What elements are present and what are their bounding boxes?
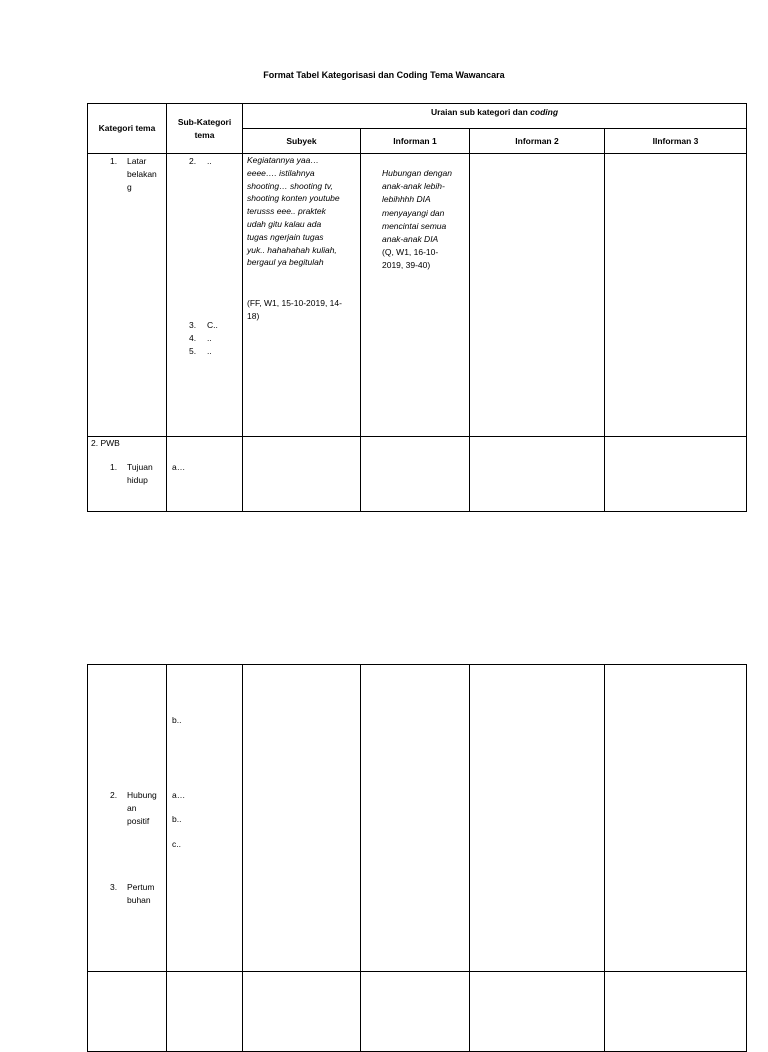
cell-sub-kategori: [167, 154, 243, 437]
coding-table: [87, 103, 747, 512]
cell-informan-3: [605, 154, 747, 437]
list-item: 4. ..: [189, 333, 212, 343]
cell-empty: [605, 665, 747, 972]
item-3-label: Pertum buhan: [127, 882, 155, 905]
cell-empty: [88, 972, 167, 1052]
cell-empty: [605, 437, 747, 512]
list-item: 3. C..: [189, 320, 218, 330]
item-3-num: 3.: [110, 882, 118, 892]
cell-empty: [470, 437, 605, 512]
header-sub-kategori: Sub-Kategori tema: [167, 104, 243, 154]
cell-empty: [605, 972, 747, 1052]
subyek-quote: Kegiatannya yaa… eeee…. istilahnya shooting… shooting tv, shooting konten youtube terusss eee.. praktek udah gitu kalau ada tugas ngerjain tugas yuk.. hahahahah kuliah, bergaul ya begitulah: [247, 155, 340, 268]
sub-list: [189, 319, 218, 358]
item-2-label: Hubung an positif: [127, 790, 157, 826]
pwb-heading: 2. PWB: [91, 438, 120, 448]
cell-informan-1: [361, 154, 470, 437]
informan-1-reference: (Q, W1, 16-10- 2019, 39-40): [382, 247, 439, 270]
pwb-item-num: 1.: [110, 462, 118, 472]
informan-1-quote: Hubungan dengan anak-anak lebih- lebihhhh DIA menyayangi dan mencintai semua anak-anak DIA: [382, 168, 452, 245]
pwb-item-label: Tujuan hidup: [127, 462, 153, 485]
coding-table-continued: [87, 664, 747, 1052]
cell-empty: [470, 665, 605, 972]
header-informan-1: Informan 1: [361, 129, 470, 154]
cell-empty: [243, 665, 361, 972]
header-uraian: Uraian sub kategori dan coding: [243, 104, 747, 129]
header-informan-2: Informan 2: [470, 129, 605, 154]
cell-empty: [243, 972, 361, 1052]
sub-item-2: 2. ..: [189, 156, 212, 166]
cell-sub-pwb: a…: [167, 437, 243, 512]
subyek-reference: (FF, W1, 15-10-2019, 14- 18): [247, 298, 342, 321]
cell-empty: [243, 437, 361, 512]
item-2-num: 2.: [110, 790, 118, 800]
header-kategori: Kategori tema: [88, 104, 167, 154]
cell-subyek: [243, 154, 361, 437]
cell-empty: [361, 665, 470, 972]
kategori-num: 1.: [110, 156, 118, 166]
cell-empty: [167, 972, 243, 1052]
cell-empty: [361, 972, 470, 1052]
kategori-label: Latar belakan g: [127, 156, 157, 192]
cell-informan-2: [470, 154, 605, 437]
document-title: Format Tabel Kategorisasi dan Coding Tema Wawancara: [263, 70, 505, 80]
header-informan-3: IInforman 3: [605, 129, 747, 154]
cell-kategori-pwb-cont: [88, 665, 167, 972]
header-subyek: Subyek: [243, 129, 361, 154]
cell-kategori-latar-belakang: [88, 154, 167, 437]
list-item: 5. ..: [189, 346, 212, 356]
cell-sub-cont: b.. a… b.. c..: [167, 665, 243, 972]
cell-empty: [361, 437, 470, 512]
cell-kategori-pwb: [88, 437, 167, 512]
cell-empty: [470, 972, 605, 1052]
